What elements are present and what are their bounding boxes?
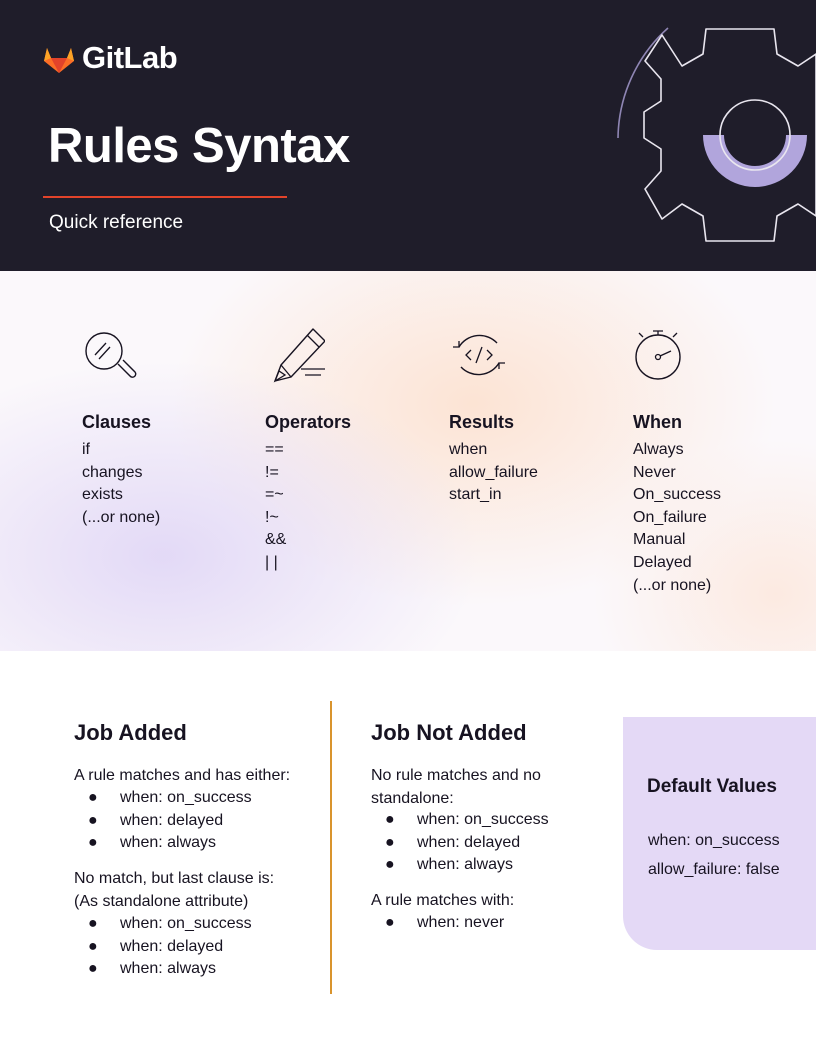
- job-added-list-2: [74, 913, 252, 981]
- header-banner: [0, 0, 816, 271]
- list-item: [74, 810, 252, 833]
- pencil-icon: [265, 325, 325, 385]
- list-item: (...or none): [633, 576, 712, 594]
- list-item: [74, 832, 252, 855]
- page-subtitle: Quick reference: [49, 212, 184, 233]
- stopwatch-icon: [633, 325, 693, 385]
- list-item: [74, 958, 252, 981]
- code-cycle-icon: [449, 325, 509, 385]
- list-item-text: when: on_success: [120, 789, 252, 806]
- list-item: !=: [265, 463, 279, 481]
- job-not-added-list-2: [371, 912, 504, 935]
- default-value: when: on_success: [648, 832, 780, 849]
- list-item: Never: [633, 463, 676, 481]
- list-item: if: [82, 441, 90, 458]
- list-item: [371, 809, 549, 832]
- column-divider: [330, 701, 332, 994]
- list-item: On_success: [633, 486, 722, 504]
- intro-line: No match, but last clause is:: [74, 870, 275, 887]
- when-list: [633, 439, 803, 597]
- column-heading: When: [633, 412, 682, 432]
- bullet: ●: [385, 914, 395, 931]
- job-not-added-intro: [371, 765, 541, 810]
- list-item: | |: [265, 553, 278, 571]
- list-item-text: when: always: [120, 960, 217, 977]
- list-item: [371, 854, 549, 877]
- list-item: Manual: [633, 531, 686, 549]
- list-item-text: when: on_success: [417, 811, 549, 828]
- list-item: changes: [82, 463, 143, 481]
- list-item: [74, 787, 252, 810]
- column-heading: Clauses: [82, 412, 152, 432]
- results-list: [449, 439, 619, 507]
- bullet: ●: [88, 960, 98, 977]
- job-added-intro-2: [74, 868, 274, 913]
- bullet: ●: [385, 811, 395, 828]
- gitlab-tanuki-icon: [42, 42, 76, 74]
- bullet: ●: [385, 856, 395, 873]
- bullet: ●: [88, 811, 98, 829]
- default-values-title: Default Values: [647, 776, 777, 797]
- bullet: ●: [385, 833, 395, 851]
- list-item: On_failure: [633, 508, 707, 526]
- list-item-text: when: always: [417, 856, 514, 873]
- clauses-list: [82, 439, 252, 529]
- page-title: Rules Syntax: [48, 119, 350, 173]
- results-column: [449, 325, 619, 507]
- list-item: [74, 913, 252, 936]
- operators-column: [265, 325, 435, 575]
- when-column: [633, 325, 803, 597]
- list-item: Always: [633, 441, 684, 458]
- job-added-title: Job Added: [74, 720, 187, 745]
- gitlab-logo: [42, 40, 177, 76]
- job-not-added-title: Job Not Added: [371, 720, 527, 745]
- list-item-text: when: never: [417, 914, 505, 931]
- magnifier-icon: [82, 325, 142, 385]
- list-item: [371, 832, 549, 855]
- job-not-added-intro-2: A rule matches with:: [371, 892, 515, 909]
- column-heading: Results: [449, 412, 515, 432]
- job-added-list-1: [74, 787, 252, 855]
- list-item-text: when: always: [120, 834, 217, 851]
- list-item: (...or none): [82, 508, 161, 526]
- list-item: ==: [265, 441, 284, 458]
- list-item-text: when: delayed: [417, 833, 521, 851]
- clauses-column: [82, 325, 252, 529]
- title-underline: [43, 196, 287, 198]
- intro-line: standalone:: [371, 789, 454, 807]
- list-item: !~: [265, 508, 279, 526]
- operators-list: [265, 439, 435, 575]
- default-values-card: [623, 717, 816, 950]
- intro-line: No rule matches and no: [371, 767, 541, 784]
- column-heading: Operators: [265, 412, 352, 432]
- reference-band: [0, 271, 816, 651]
- bullet: ●: [88, 915, 98, 932]
- logo-wordmark: GitLab: [82, 40, 178, 75]
- list-item-text: when: delayed: [120, 811, 224, 829]
- bullet: ●: [88, 834, 98, 851]
- bullet: ●: [88, 937, 98, 955]
- gear-icon: [600, 20, 816, 250]
- list-item: Delayed: [633, 553, 692, 571]
- list-item: [371, 912, 504, 935]
- list-item-text: when: delayed: [120, 937, 224, 955]
- default-value: allow_failure: false: [648, 861, 780, 878]
- list-item: exists: [82, 486, 123, 504]
- list-item: [74, 936, 252, 959]
- list-item: when: [449, 441, 488, 458]
- intro-line: (As standalone attribute): [74, 892, 249, 910]
- job-not-added-list-1: [371, 809, 549, 877]
- list-item: &&: [265, 531, 287, 549]
- list-item: =~: [265, 486, 284, 504]
- job-added-intro: A rule matches and has either:: [74, 767, 291, 784]
- list-item-text: when: on_success: [120, 915, 252, 932]
- list-item: start_in: [449, 486, 502, 504]
- bullet: ●: [88, 789, 98, 806]
- list-item: allow_failure: [449, 463, 538, 481]
